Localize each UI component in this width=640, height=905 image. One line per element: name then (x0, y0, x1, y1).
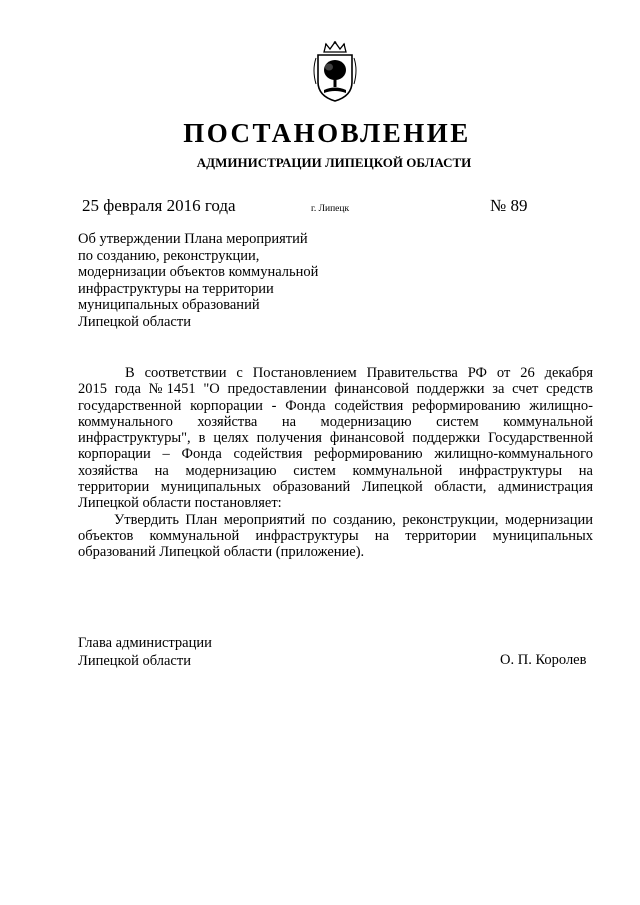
heading-line: модернизации объектов коммунальной (78, 264, 319, 280)
paragraph-1-line: территории муниципальных образований Липецкой области, администрация (78, 479, 593, 496)
paragraph-2-line: образований Липецкой области (приложение). (78, 544, 365, 561)
signatory-position-line: Глава администрации (78, 635, 212, 651)
document-city: г. Липецк (311, 204, 350, 214)
heading-line: по созданию, реконструкции, (78, 247, 260, 264)
signatory-position-line: Липецкой области (78, 652, 191, 669)
paragraph-1-line: Липецкой области постановляет: (78, 495, 282, 512)
document-body (78, 365, 593, 561)
paragraph-1-line: коммунального хозяйства на модернизацию систем коммунальной (78, 413, 593, 430)
heading-line: муниципальных образований (78, 297, 260, 313)
heading-line: Об утверждении Плана мероприятий (78, 231, 308, 247)
signatory-position (78, 635, 212, 670)
heading-line: Липецкой области (78, 313, 191, 330)
coat-of-arms-emblem (312, 40, 358, 104)
document-subtitle: АДМИНИСТРАЦИИ ЛИПЕЦКОЙ ОБЛАСТИ (196, 155, 472, 170)
paragraph-1-line: В соответствии с Постановлением Правительства РФ от 26 декабря (125, 365, 593, 381)
paragraph-1-line: инфраструктуры", в целях получения финансовой поддержки Государственной (78, 430, 593, 447)
paragraph-1-line: государственной корпорации - Фонда содействия реформированию жилищно- (78, 397, 593, 414)
document-heading (78, 231, 378, 330)
paragraph-2-line: Утвердить План мероприятий по созданию, реконструкции, модернизации (114, 511, 593, 528)
document-title: ПОСТАНОВЛЕНИЕ (183, 118, 471, 148)
heading-line: инфраструктуры на территории (78, 280, 274, 297)
paragraph-1-line: 2015 года №1451 "О предоставлении финансовой поддержки за счет средств (78, 381, 593, 398)
document-number: № 89 (490, 196, 528, 215)
signatory-name: О. П. Королев (500, 652, 587, 668)
paragraph-1-line: хозяйства на модернизацию систем коммунальной инфраструктуры на (78, 462, 593, 479)
paragraph-2-line: объектов коммунальной инфраструктуры на территории муниципальных (78, 527, 593, 544)
document-date: 25 февраля 2016 года (82, 196, 236, 215)
paragraph-1-line: корпорации – Фонда содействия реформированию жилищно-коммунального (78, 446, 593, 463)
